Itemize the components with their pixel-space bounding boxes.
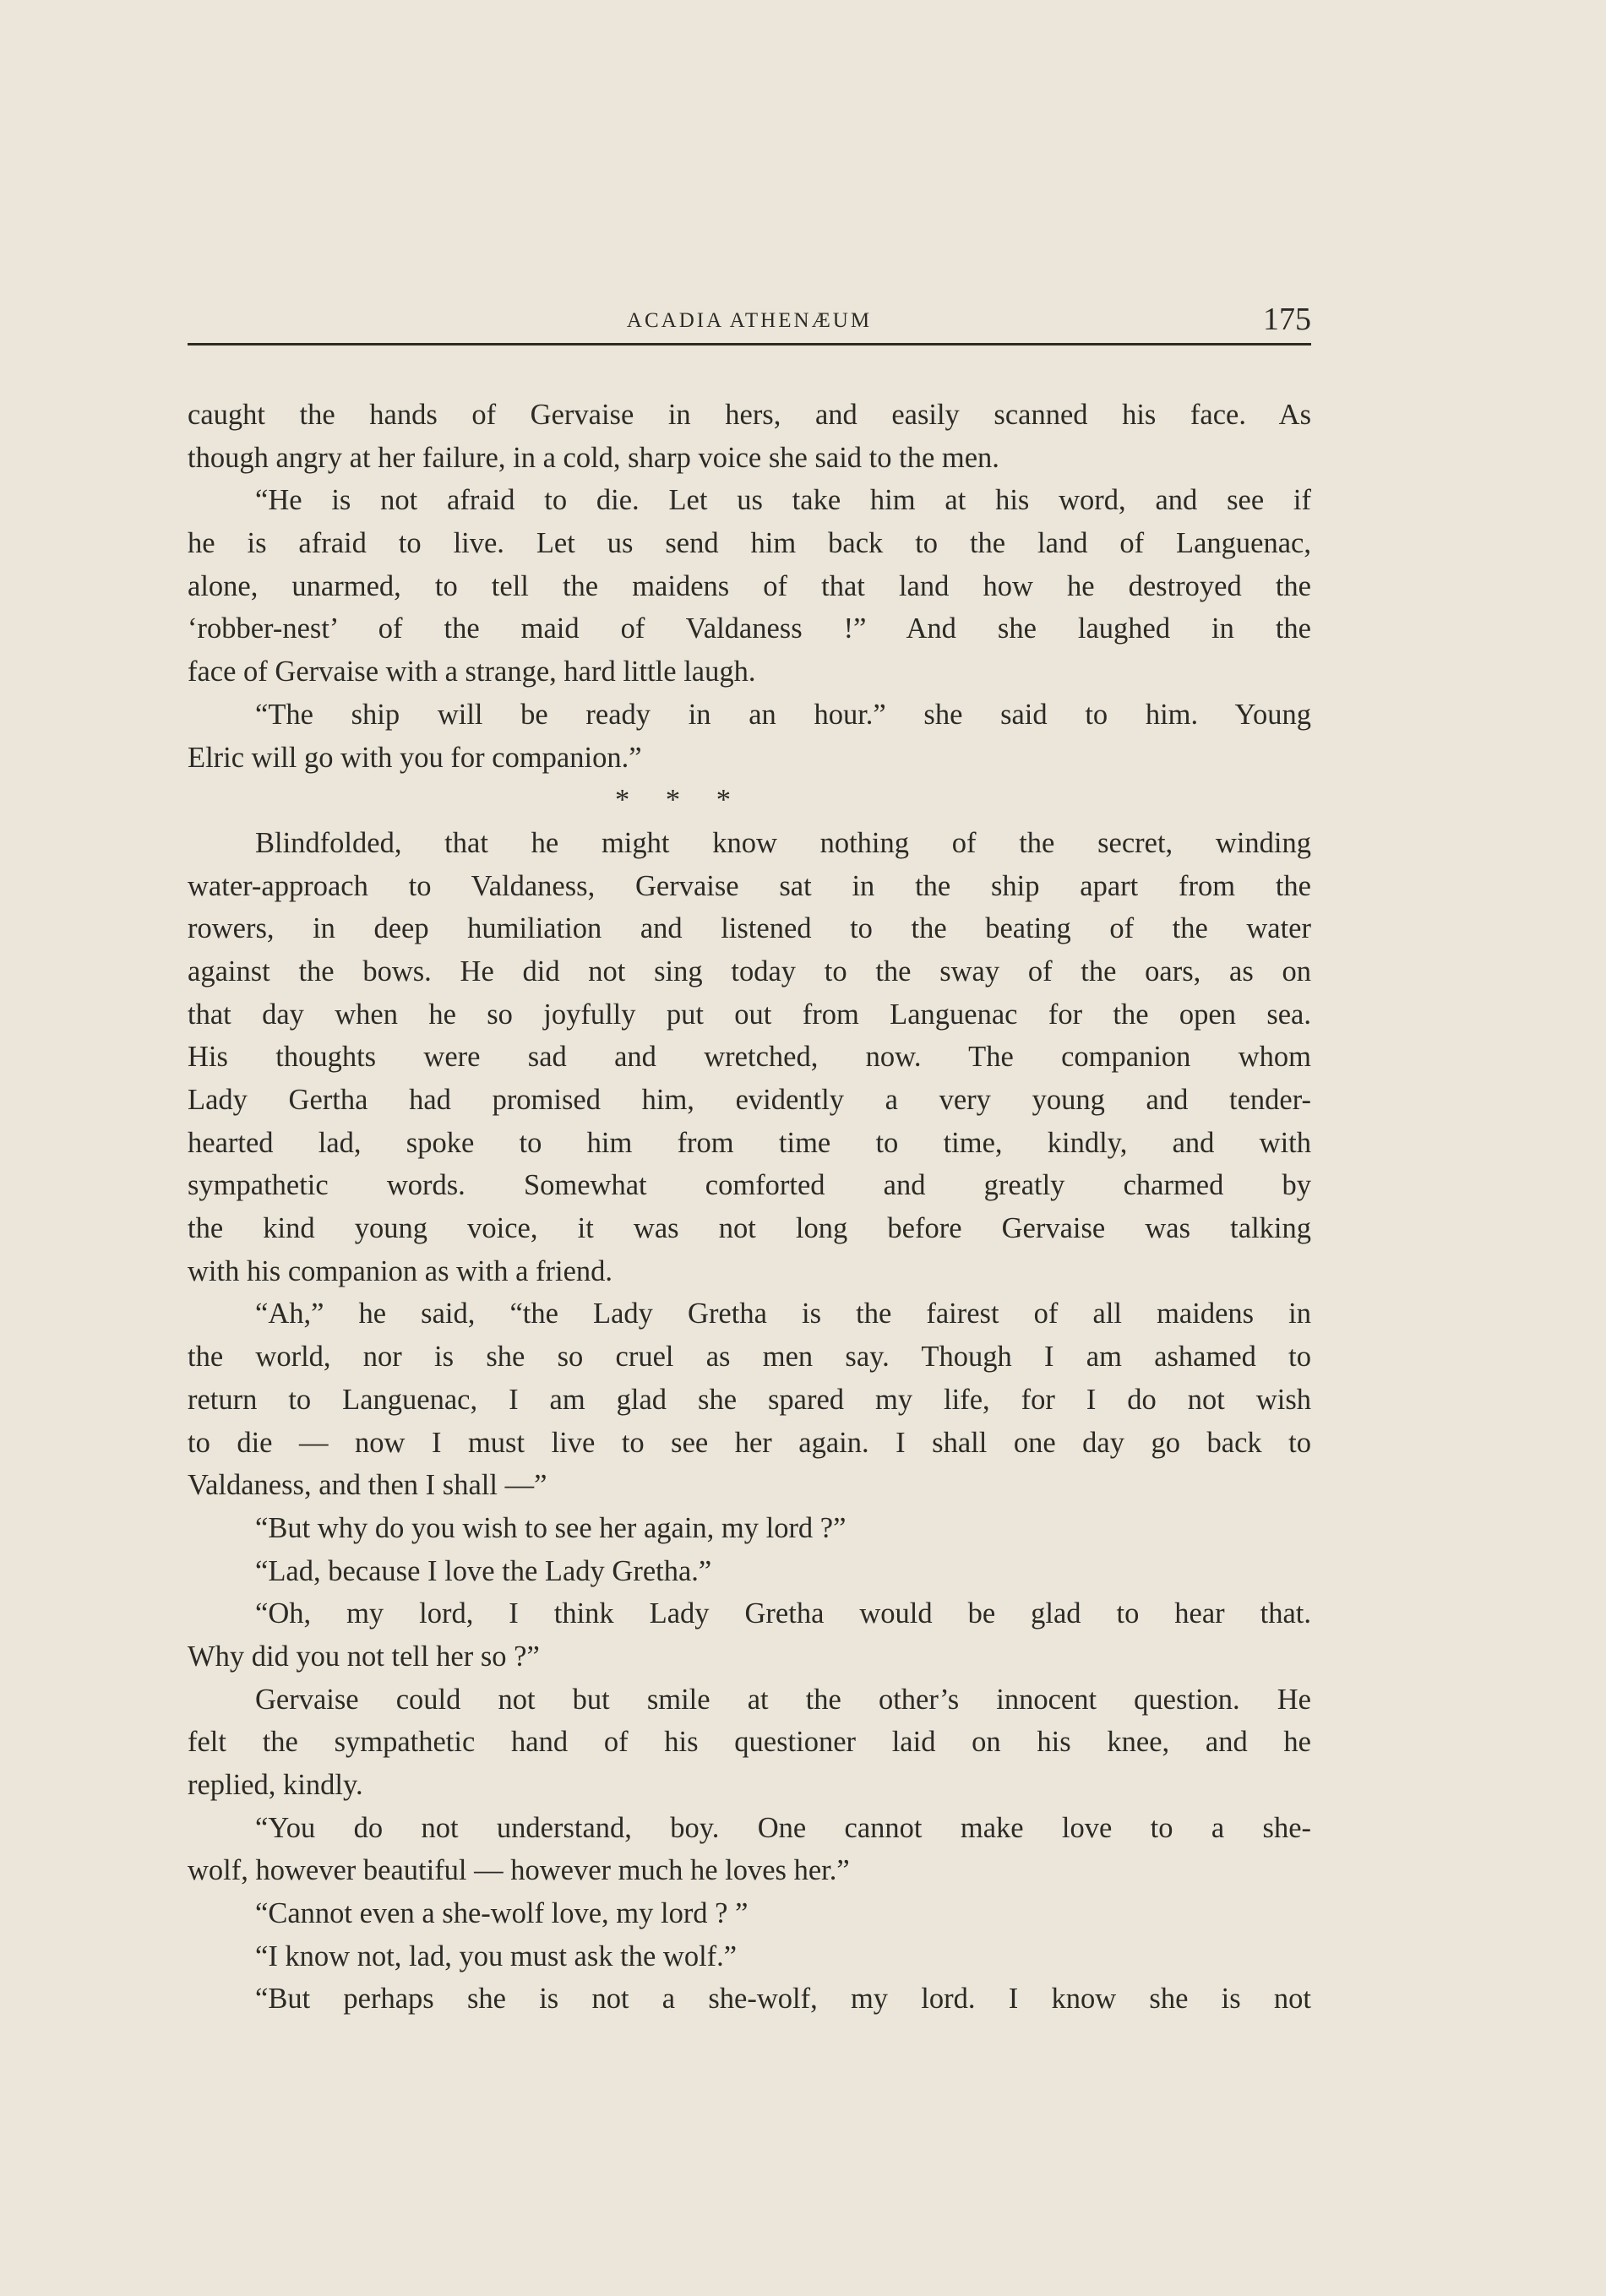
text-line: Lady Gertha had promised him, evidently a very young and tender-: [188, 1084, 1311, 1116]
header-rule: [188, 343, 1311, 345]
text-line: water-approach to Valdaness, Gervaise sat in the ship apart from the: [188, 869, 1311, 902]
text-line: “Oh, my lord, I think Lady Gretha would be glad to hear that.: [255, 1597, 1311, 1630]
text-line: alone, unarmed, to tell the maidens of that land how he destroyed the: [188, 569, 1311, 602]
text-line: the kind young voice, it was not long before Gervaise was talking: [188, 1212, 1311, 1245]
text-line: that day when he so joyfully put out from Languenac for the open sea.: [188, 998, 1311, 1031]
text-line: “I know not, lad, you must ask the wolf.”: [255, 1940, 738, 1972]
text-line: sympathetic words. Somewhat comforted and greatly charmed by: [188, 1169, 1311, 1202]
text-line: though angry at her failure, in a cold, sharp voice she said to the men.: [188, 441, 999, 474]
text-line: replied, kindly.: [188, 1769, 363, 1801]
text-line: caught the hands of Gervaise in hers, and easily scanned his face. As: [188, 399, 1311, 431]
text-line: Valdaness, and then I shall —”: [188, 1469, 547, 1502]
text-line: to die — now I must live to see her again. I shall one day go back to: [188, 1426, 1311, 1459]
text-line: Blindfolded, that he might know nothing of the secret, winding: [255, 826, 1311, 859]
body-text: [188, 394, 1311, 2021]
text-line: the world, nor is she so cruel as men say. Though I am ashamed to: [188, 1341, 1311, 1374]
text-line: rowers, in deep humiliation and listened to the beating of the water: [188, 912, 1311, 945]
text-line: “Ah,” he said, “the Lady Gretha is the fairest of all maidens in: [255, 1298, 1311, 1330]
text-line: face of Gervaise with a strange, hard little laugh.: [188, 656, 756, 688]
running-head: ACADIA ATHENÆUM: [626, 309, 873, 332]
text-line: “Cannot even a she-wolf love, my lord ? ”: [255, 1897, 749, 1930]
text-line: he is afraid to live. Let us send him back to the land of Languenac,: [188, 527, 1311, 560]
text-line: “He is not afraid to die. Let us take him at his word, and see if: [255, 484, 1311, 517]
text-line: felt the sympathetic hand of his questioner laid on his knee, and he: [188, 1726, 1311, 1759]
text-line: against the bows. He did not sing today to the sway of the oars, as on: [188, 955, 1311, 987]
section-break: * * *: [615, 784, 731, 817]
page-header: [188, 301, 1311, 346]
text-line: with his companion as with a friend.: [188, 1254, 613, 1287]
text-line: “But why do you wish to see her again, my lord ?”: [255, 1511, 847, 1544]
text-line: Elric will go with you for companion.”: [188, 741, 642, 774]
text-line: His thoughts were sad and wretched, now. The companion whom: [188, 1041, 1311, 1074]
text-line: “The ship will be ready in an hour.” she said to him. Young: [255, 698, 1311, 731]
text-line: “Lad, because I love the Lady Gretha.”: [255, 1554, 712, 1587]
text-line: wolf, however beautiful — however much he loves her.”: [188, 1854, 850, 1887]
page-number: 175: [1263, 302, 1311, 337]
text-line: ‘robber-nest’ of the maid of Valdaness !” And she laughed in the: [188, 612, 1311, 645]
text-line: “You do not understand, boy. One cannot make love to a she-: [255, 1811, 1311, 1844]
text-line: Gervaise could not but smile at the other’s innocent question. He: [255, 1683, 1311, 1716]
text-line: return to Languenac, I am glad she spared my life, for I do not wish: [188, 1383, 1311, 1416]
text-line: “But perhaps she is not a she-wolf, my lord. I know she is not: [255, 1983, 1311, 2016]
text-line: hearted lad, spoke to him from time to time, kindly, and with: [188, 1126, 1311, 1159]
text-line: Why did you not tell her so ?”: [188, 1640, 540, 1673]
